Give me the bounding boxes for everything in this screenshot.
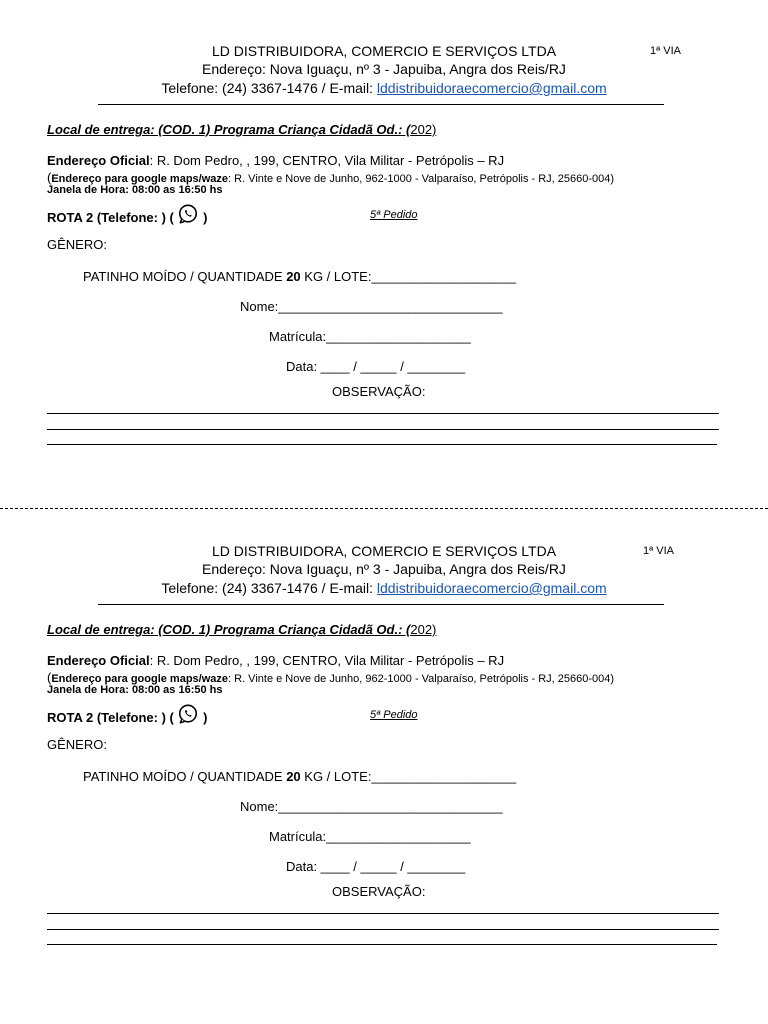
local-de-entrega <box>47 622 436 637</box>
via-label: 1ª VIA <box>643 545 674 557</box>
maps-label: Endereço para google maps/waze <box>51 673 229 685</box>
observacao-line-3 <box>47 944 717 945</box>
rota-close: ) <box>199 210 208 225</box>
observacao-line-1 <box>47 913 719 914</box>
quantidade-value: 20 <box>286 769 301 784</box>
janela-de-hora: Janela de Hora: 08:00 as 16:50 hs <box>47 184 223 196</box>
rota-line <box>47 703 207 725</box>
produto-line <box>83 269 516 284</box>
endereco-oficial <box>47 153 504 168</box>
company-email-link[interactable]: lddistribuidoraecomercio@gmail.com <box>376 580 607 596</box>
maps-value: : R. Vinte e Nove de Junho, 962-1000 - Valparaíso, Petrópolis - RJ, 25660-004) <box>228 173 615 185</box>
produto-lote: KG / LOTE:____________________ <box>300 269 517 284</box>
pedido-label: 5ª Pedido <box>370 709 418 721</box>
observacao-label: OBSERVAÇÃO: <box>332 884 426 899</box>
janela-de-hora: Janela de Hora: 08:00 as 16:50 hs <box>47 684 223 696</box>
produto-lote: KG / LOTE:____________________ <box>300 769 517 784</box>
endereco-label: Endereço Oficial <box>47 153 150 168</box>
company-phone: Telefone: (24) 3367-1476 / E-mail: <box>161 580 377 596</box>
maps-label: Endereço para google maps/waze <box>51 173 229 185</box>
nome-field: Nome:_______________________________ <box>240 799 503 814</box>
produto-line <box>83 769 516 784</box>
company-contact <box>0 579 768 597</box>
company-address: Endereço: Nova Iguaçu, nº 3 - Japuiba, Angra dos Reis/RJ <box>202 561 566 577</box>
via-label: 1ª VIA <box>650 45 681 57</box>
header-divider <box>98 104 664 105</box>
endereco-oficial <box>47 653 504 668</box>
endereco-maps <box>47 670 614 685</box>
genero-label: GÊNERO: <box>47 737 107 752</box>
header-divider <box>98 604 664 605</box>
matricula-field: Matrícula:____________________ <box>269 829 471 844</box>
observacao-line-2 <box>47 929 719 930</box>
quantidade-value: 20 <box>286 269 301 284</box>
rota-text: ROTA 2 (Telefone: ) ( <box>47 210 178 225</box>
company-name: LD DISTRIBUIDORA, COMERCIO E SERVIÇOS LTDA <box>211 43 557 59</box>
endereco-value: : R. Dom Pedro, , 199, CENTRO, Vila Militar - Petrópolis – RJ <box>149 653 505 668</box>
local-code: 202) <box>410 122 437 137</box>
observacao-line-3 <box>47 444 717 445</box>
company-phone: Telefone: (24) 3367-1476 / E-mail: <box>161 80 377 96</box>
pedido-label: 5ª Pedido <box>370 209 418 221</box>
company-address: Endereço: Nova Iguaçu, nº 3 - Japuiba, Angra dos Reis/RJ <box>202 61 566 77</box>
whatsapp-icon <box>177 203 199 225</box>
data-field: Data: ____ / _____ / ________ <box>286 859 466 874</box>
rota-line <box>47 203 207 225</box>
genero-label: GÊNERO: <box>47 237 107 252</box>
nome-field: Nome:_______________________________ <box>240 299 503 314</box>
company-name: LD DISTRIBUIDORA, COMERCIO E SERVIÇOS LTDA <box>211 543 557 559</box>
local-label: Local de entrega: (COD. 1) Programa Criança Cidadã Od.: ( <box>47 622 411 637</box>
matricula-field: Matrícula:____________________ <box>269 329 471 344</box>
whatsapp-icon <box>177 703 199 725</box>
local-code: 202) <box>410 622 437 637</box>
company-contact <box>0 79 768 97</box>
company-email-link[interactable]: lddistribuidoraecomercio@gmail.com <box>376 80 607 96</box>
endereco-label: Endereço Oficial <box>47 653 150 668</box>
rota-close: ) <box>199 710 208 725</box>
rota-text: ROTA 2 (Telefone: ) ( <box>47 710 178 725</box>
delivery-slip-2 <box>0 500 768 1000</box>
delivery-slip-1 <box>0 0 768 500</box>
maps-open: ( <box>47 170 52 185</box>
produto-text: PATINHO MOÍDO / QUANTIDADE <box>83 769 287 784</box>
local-label: Local de entrega: (COD. 1) Programa Criança Cidadã Od.: ( <box>47 122 411 137</box>
observacao-label: OBSERVAÇÃO: <box>332 384 426 399</box>
data-field: Data: ____ / _____ / ________ <box>286 359 466 374</box>
maps-value: : R. Vinte e Nove de Junho, 962-1000 - Valparaíso, Petrópolis - RJ, 25660-004) <box>228 673 615 685</box>
produto-text: PATINHO MOÍDO / QUANTIDADE <box>83 269 287 284</box>
local-de-entrega <box>47 122 436 137</box>
endereco-maps <box>47 170 614 185</box>
maps-open: ( <box>47 670 52 685</box>
observacao-line-1 <box>47 413 719 414</box>
observacao-line-2 <box>47 429 719 430</box>
endereco-value: : R. Dom Pedro, , 199, CENTRO, Vila Militar - Petrópolis – RJ <box>149 153 505 168</box>
